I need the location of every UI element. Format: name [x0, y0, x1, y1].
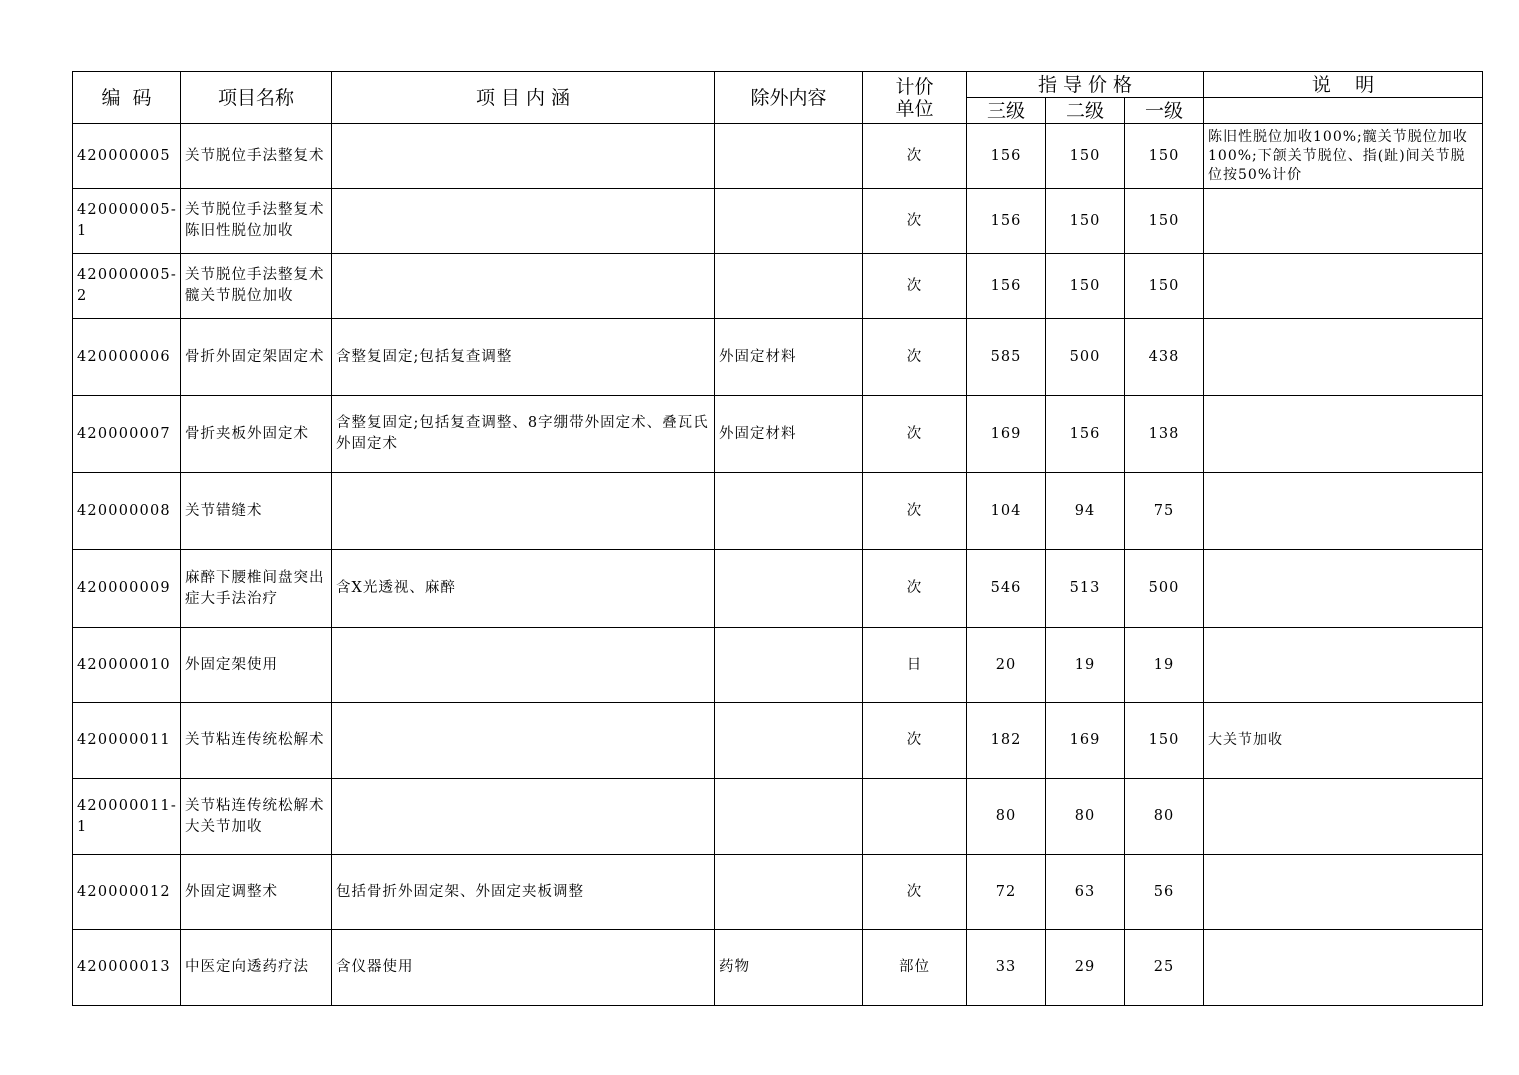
cell-name: 关节脱位手法整复术 陈旧性脱位加收 [181, 189, 332, 254]
cell-price-level2: 150 [1046, 189, 1125, 254]
cell-price-level3: 72 [967, 855, 1046, 930]
cell-unit: 次 [863, 396, 967, 473]
table-row [73, 779, 1483, 855]
cell-name: 麻醉下腰椎间盘突出症大手法治疗 [181, 550, 332, 628]
table-row [73, 550, 1483, 628]
cell-code: 420000010 [73, 628, 181, 703]
cell-price-level3: 585 [967, 319, 1046, 396]
cell-name: 外固定架使用 [181, 628, 332, 703]
table-row [73, 930, 1483, 1006]
header-unit: 计价 单位 [863, 72, 967, 124]
cell-note [1204, 396, 1483, 473]
cell-price-level1: 19 [1125, 628, 1204, 703]
cell-price-level2: 156 [1046, 396, 1125, 473]
header-exclude: 除外内容 [715, 72, 863, 124]
cell-price-level2: 513 [1046, 550, 1125, 628]
cell-note [1204, 319, 1483, 396]
cell-name: 关节脱位手法整复术 [181, 124, 332, 189]
cell-price-level3: 104 [967, 473, 1046, 550]
cell-note: 大关节加收 [1204, 703, 1483, 779]
table-row [73, 189, 1483, 254]
cell-price-level2: 150 [1046, 254, 1125, 319]
cell-price-level1: 75 [1125, 473, 1204, 550]
cell-name: 关节错缝术 [181, 473, 332, 550]
cell-price-level3: 169 [967, 396, 1046, 473]
cell-content [332, 254, 715, 319]
cell-name: 关节粘连传统松解术 [181, 703, 332, 779]
cell-exclude [715, 473, 863, 550]
cell-exclude [715, 189, 863, 254]
cell-code: 420000013 [73, 930, 181, 1006]
cell-price-level2: 169 [1046, 703, 1125, 779]
cell-unit: 次 [863, 254, 967, 319]
header-level2: 二级 [1046, 98, 1125, 124]
header-level3: 三级 [967, 98, 1046, 124]
cell-price-level2: 150 [1046, 124, 1125, 189]
table-row [73, 396, 1483, 473]
cell-exclude [715, 124, 863, 189]
cell-unit: 部位 [863, 930, 967, 1006]
cell-price-level1: 25 [1125, 930, 1204, 1006]
cell-price-level3: 156 [967, 254, 1046, 319]
cell-unit: 次 [863, 550, 967, 628]
cell-price-level3: 156 [967, 124, 1046, 189]
cell-content: 含整复固定;包括复查调整、8字绷带外固定术、叠瓦氏外固定术 [332, 396, 715, 473]
cell-note [1204, 930, 1483, 1006]
cell-exclude [715, 703, 863, 779]
cell-price-level1: 138 [1125, 396, 1204, 473]
table-body [73, 124, 1483, 1006]
cell-price-level1: 150 [1125, 703, 1204, 779]
cell-exclude [715, 550, 863, 628]
header-note: 说 明 [1204, 72, 1483, 98]
cell-unit: 次 [863, 473, 967, 550]
cell-price-level3: 546 [967, 550, 1046, 628]
cell-name: 外固定调整术 [181, 855, 332, 930]
cell-content: 含仪器使用 [332, 930, 715, 1006]
cell-unit: 次 [863, 189, 967, 254]
cell-note [1204, 779, 1483, 855]
cell-exclude: 药物 [715, 930, 863, 1006]
cell-price-level3: 182 [967, 703, 1046, 779]
header-code: 编 码 [73, 72, 181, 124]
cell-price-level2: 500 [1046, 319, 1125, 396]
cell-price-level2: 80 [1046, 779, 1125, 855]
cell-code: 420000011-1 [73, 779, 181, 855]
cell-unit: 次 [863, 703, 967, 779]
header-note-blank [1204, 98, 1483, 124]
cell-name: 骨折外固定架固定术 [181, 319, 332, 396]
cell-code: 420000006 [73, 319, 181, 396]
cell-unit: 日 [863, 628, 967, 703]
cell-price-level1: 500 [1125, 550, 1204, 628]
cell-code: 420000009 [73, 550, 181, 628]
table-row [73, 254, 1483, 319]
cell-note [1204, 628, 1483, 703]
cell-name: 关节脱位手法整复术 髋关节脱位加收 [181, 254, 332, 319]
cell-exclude [715, 628, 863, 703]
table-row [73, 855, 1483, 930]
cell-price-level2: 19 [1046, 628, 1125, 703]
cell-code: 420000012 [73, 855, 181, 930]
header-level1: 一级 [1125, 98, 1204, 124]
cell-code: 420000011 [73, 703, 181, 779]
cell-price-level3: 33 [967, 930, 1046, 1006]
cell-price-level2: 94 [1046, 473, 1125, 550]
cell-code: 420000007 [73, 396, 181, 473]
cell-name: 骨折夹板外固定术 [181, 396, 332, 473]
cell-code: 420000005-1 [73, 189, 181, 254]
cell-name: 中医定向透药疗法 [181, 930, 332, 1006]
cell-price-level1: 150 [1125, 124, 1204, 189]
cell-price-level1: 56 [1125, 855, 1204, 930]
cell-content [332, 628, 715, 703]
cell-exclude [715, 254, 863, 319]
cell-price-level1: 80 [1125, 779, 1204, 855]
cell-note [1204, 855, 1483, 930]
cell-unit: 次 [863, 855, 967, 930]
cell-content [332, 473, 715, 550]
table-header [73, 72, 1483, 124]
cell-price-level3: 20 [967, 628, 1046, 703]
cell-content: 包括骨折外固定架、外固定夹板调整 [332, 855, 715, 930]
cell-exclude: 外固定材料 [715, 319, 863, 396]
cell-content [332, 779, 715, 855]
table-row [73, 319, 1483, 396]
cell-price-level1: 150 [1125, 254, 1204, 319]
cell-exclude [715, 855, 863, 930]
cell-content [332, 124, 715, 189]
price-table [72, 71, 1483, 1006]
cell-code: 420000005 [73, 124, 181, 189]
cell-content: 含X光透视、麻醉 [332, 550, 715, 628]
cell-note [1204, 473, 1483, 550]
cell-price-level2: 29 [1046, 930, 1125, 1006]
table-row [73, 628, 1483, 703]
cell-unit [863, 779, 967, 855]
cell-exclude: 外固定材料 [715, 396, 863, 473]
cell-content: 含整复固定;包括复查调整 [332, 319, 715, 396]
table-row [73, 124, 1483, 189]
cell-unit: 次 [863, 319, 967, 396]
cell-price-level3: 80 [967, 779, 1046, 855]
cell-code: 420000008 [73, 473, 181, 550]
header-name: 项目名称 [181, 72, 332, 124]
cell-note: 陈旧性脱位加收100%;髋关节脱位加收100%;下颌关节脱位、指(趾)间关节脱位按50%计价 [1204, 124, 1483, 189]
cell-name: 关节粘连传统松解术 大关节加收 [181, 779, 332, 855]
cell-content [332, 703, 715, 779]
cell-note [1204, 254, 1483, 319]
cell-note [1204, 189, 1483, 254]
cell-unit: 次 [863, 124, 967, 189]
header-guide-price: 指 导 价 格 [967, 72, 1204, 98]
cell-exclude [715, 779, 863, 855]
cell-content [332, 189, 715, 254]
cell-price-level2: 63 [1046, 855, 1125, 930]
cell-code: 420000005-2 [73, 254, 181, 319]
cell-price-level1: 150 [1125, 189, 1204, 254]
cell-price-level3: 156 [967, 189, 1046, 254]
header-content: 项 目 内 涵 [332, 72, 715, 124]
table-row [73, 703, 1483, 779]
cell-note [1204, 550, 1483, 628]
cell-price-level1: 438 [1125, 319, 1204, 396]
table-row [73, 473, 1483, 550]
